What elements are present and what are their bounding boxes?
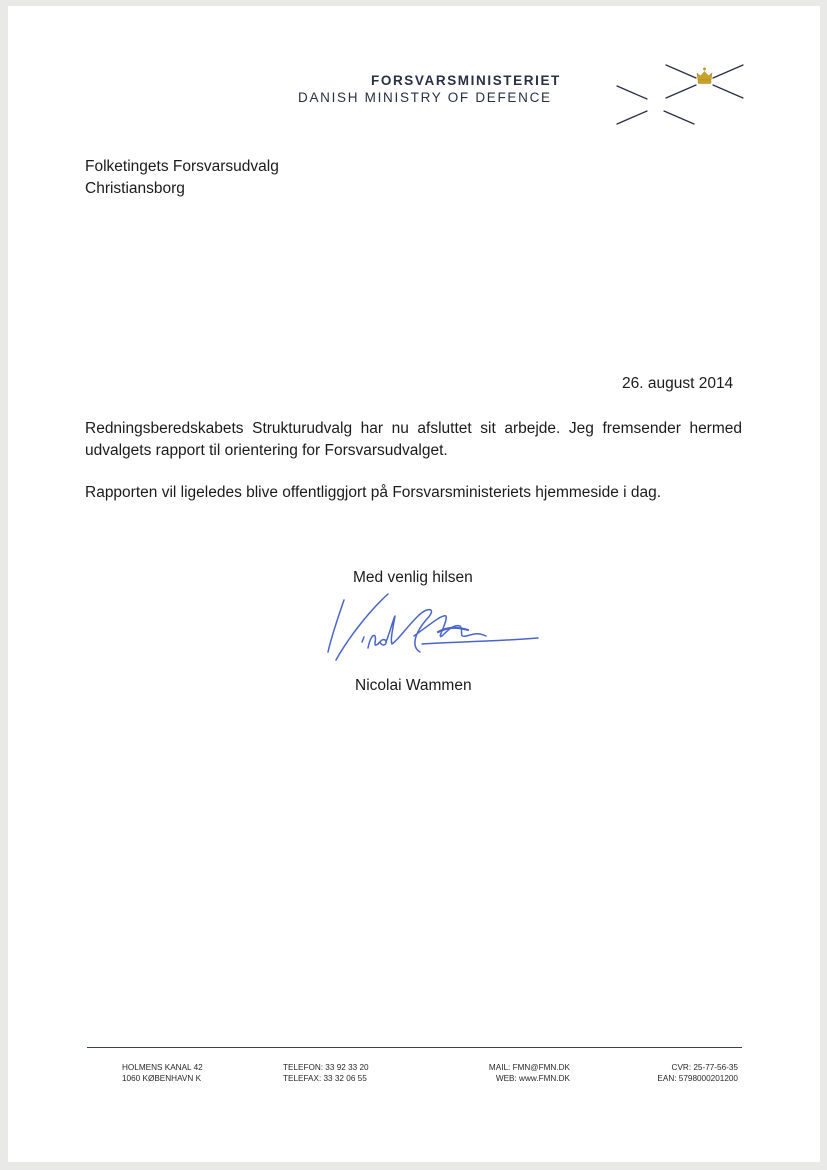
crown-cross-logo-icon <box>612 50 752 135</box>
closing-salutation: Med venlig hilsen <box>353 569 473 586</box>
footer-phone-fax <box>283 1062 369 1084</box>
ministry-name-english: DANISH MINISTRY OF DEFENCE <box>298 90 552 105</box>
handwritten-signature <box>318 592 543 677</box>
footer-address-line-2: 1060 KØBENHAVN K <box>122 1074 202 1083</box>
footer-address-line-1: HOLMENS KANAL 42 <box>122 1063 203 1072</box>
footer-web: WEB: www.FMN.DK <box>495 1074 570 1083</box>
footer-mail: MAIL: FMN@FMN.DK <box>488 1063 570 1072</box>
footer-ean: EAN: 5798000201200 <box>657 1074 738 1083</box>
footer-contact <box>470 1062 570 1084</box>
signer-name: Nicolai Wammen <box>355 677 472 694</box>
footer-phone: TELEFON: 33 92 33 20 <box>283 1063 369 1072</box>
footer-divider <box>87 1047 742 1048</box>
recipient-line-2: Christiansborg <box>85 180 185 197</box>
body-paragraph-1: Redningsberedskabets Strukturudvalg har nu afsluttet sit arbejde. Jeg fremsender hermed udvalgets rapport til orientering for Forsvarsudvalget. <box>85 420 742 459</box>
footer-cvr: CVR: 25-77-56-35 <box>671 1063 738 1072</box>
footer-address <box>122 1062 203 1084</box>
letter-date: 26. august 2014 <box>622 375 734 392</box>
recipient-line-1: Folketingets Forsvarsudvalg <box>85 158 279 175</box>
footer-registration <box>618 1062 738 1084</box>
footer-fax: TELEFAX: 33 32 06 55 <box>283 1074 367 1083</box>
ministry-name: FORSVARSMINISTERIET <box>371 73 561 88</box>
body-paragraph-2: Rapporten vil ligeledes blive offentliggjort på Forsvarsministeriets hjemmeside i dag. <box>85 484 662 501</box>
